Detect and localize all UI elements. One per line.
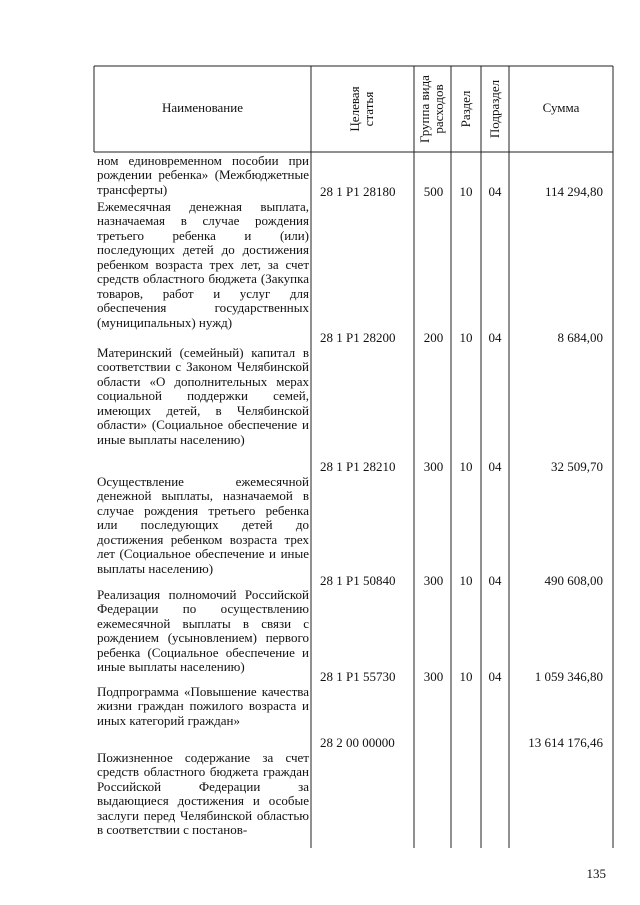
header-sum: Сумма	[542, 100, 580, 115]
row-1-code: 28 1 Р1 28200	[320, 330, 396, 345]
header-group-line1: Группа вида	[417, 75, 432, 143]
header-group	[418, 65, 446, 153]
row-1-subsection: 04	[488, 330, 502, 345]
row-1-section: 10	[459, 330, 473, 345]
header-name: Наименование	[162, 100, 243, 115]
row-4-code: 28 1 Р1 55730	[320, 669, 396, 684]
row-2-name: Материнский (семейный) капитал в соответствии с Законом Челябинской области «О дополнительных мерах социальной поддержки семей, имеющих детей, в Челябинской области» (Социальное обеспечение и иные выплаты населению)	[97, 345, 309, 447]
row-2-sum: 32 509,70	[551, 459, 603, 474]
row-1-sum: 8 684,00	[557, 330, 603, 345]
row-0-subsection: 04	[488, 184, 502, 199]
header-group-line2: расходов	[431, 84, 446, 134]
row-0-name: ном единовременном пособии при рождении ребенка» (Межбюджетные трансферты)	[97, 153, 309, 197]
row-6-name: Пожизненное содержание за счет средств областного бюджета граждан Российской Федерации за выдающиеся достижения и особые заслуги перед Челябинской областью в соответствии с постанов-	[97, 750, 309, 838]
row-0-code: 28 1 Р1 28180	[320, 184, 396, 199]
row-3-subsection: 04	[488, 573, 502, 588]
header-code-line2: статья	[361, 91, 376, 127]
row-4-subsection: 04	[488, 669, 502, 684]
header-code-line1: Целевая	[347, 86, 362, 132]
row-2-subsection: 04	[488, 459, 502, 474]
header-section: Раздел	[458, 90, 473, 128]
row-4-sum: 1 059 346,80	[534, 669, 603, 684]
row-2-code: 28 1 Р1 28210	[320, 459, 396, 474]
header-code	[348, 64, 376, 154]
row-5-code: 28 2 00 00000	[320, 735, 395, 750]
row-3-group: 300	[423, 573, 444, 588]
row-0-section: 10	[459, 184, 473, 199]
row-3-name: Осуществление ежемесячной денежной выплаты, назначаемой в случае рождения третьего ребенка или последующих детей до достижения ребенком возраста трех лет (Социальное обеспечение и иные выплаты населению)	[97, 474, 309, 576]
row-4-name: Реализация полномочий Российской Федерации по осуществлению ежемесячной выплаты в связи с рождением (усыновлением) первого ребенка (Социальное обеспечение и иные выплаты населению)	[97, 587, 309, 675]
row-4-group: 300	[423, 669, 444, 684]
row-5-name: Подпрограмма «Повышение качества жизни граждан пожилого возраста и иных категорий граждан»	[97, 684, 309, 728]
row-2-section: 10	[459, 459, 473, 474]
header-subsection: Подраздел	[487, 79, 502, 139]
row-2-group: 300	[423, 459, 444, 474]
row-1-name: Ежемесячная денежная выплата, назначаемая в случае рождения третьего ребенка и (или) последующих детей до достижения ребенком возраста трех лет, за счет средств областного бюджета (Закупка товаров, работ и услуг для обеспечения государственных (муниципальных) нужд)	[97, 199, 309, 330]
page-number: 135	[586, 866, 606, 881]
row-3-section: 10	[459, 573, 473, 588]
row-1-group: 200	[423, 330, 444, 345]
row-0-group: 500	[423, 184, 444, 199]
row-3-sum: 490 608,00	[544, 573, 603, 588]
row-5-sum: 13 614 176,46	[528, 735, 603, 750]
row-4-section: 10	[459, 669, 473, 684]
row-0-sum: 114 294,80	[544, 184, 603, 199]
row-3-code: 28 1 Р1 50840	[320, 573, 396, 588]
